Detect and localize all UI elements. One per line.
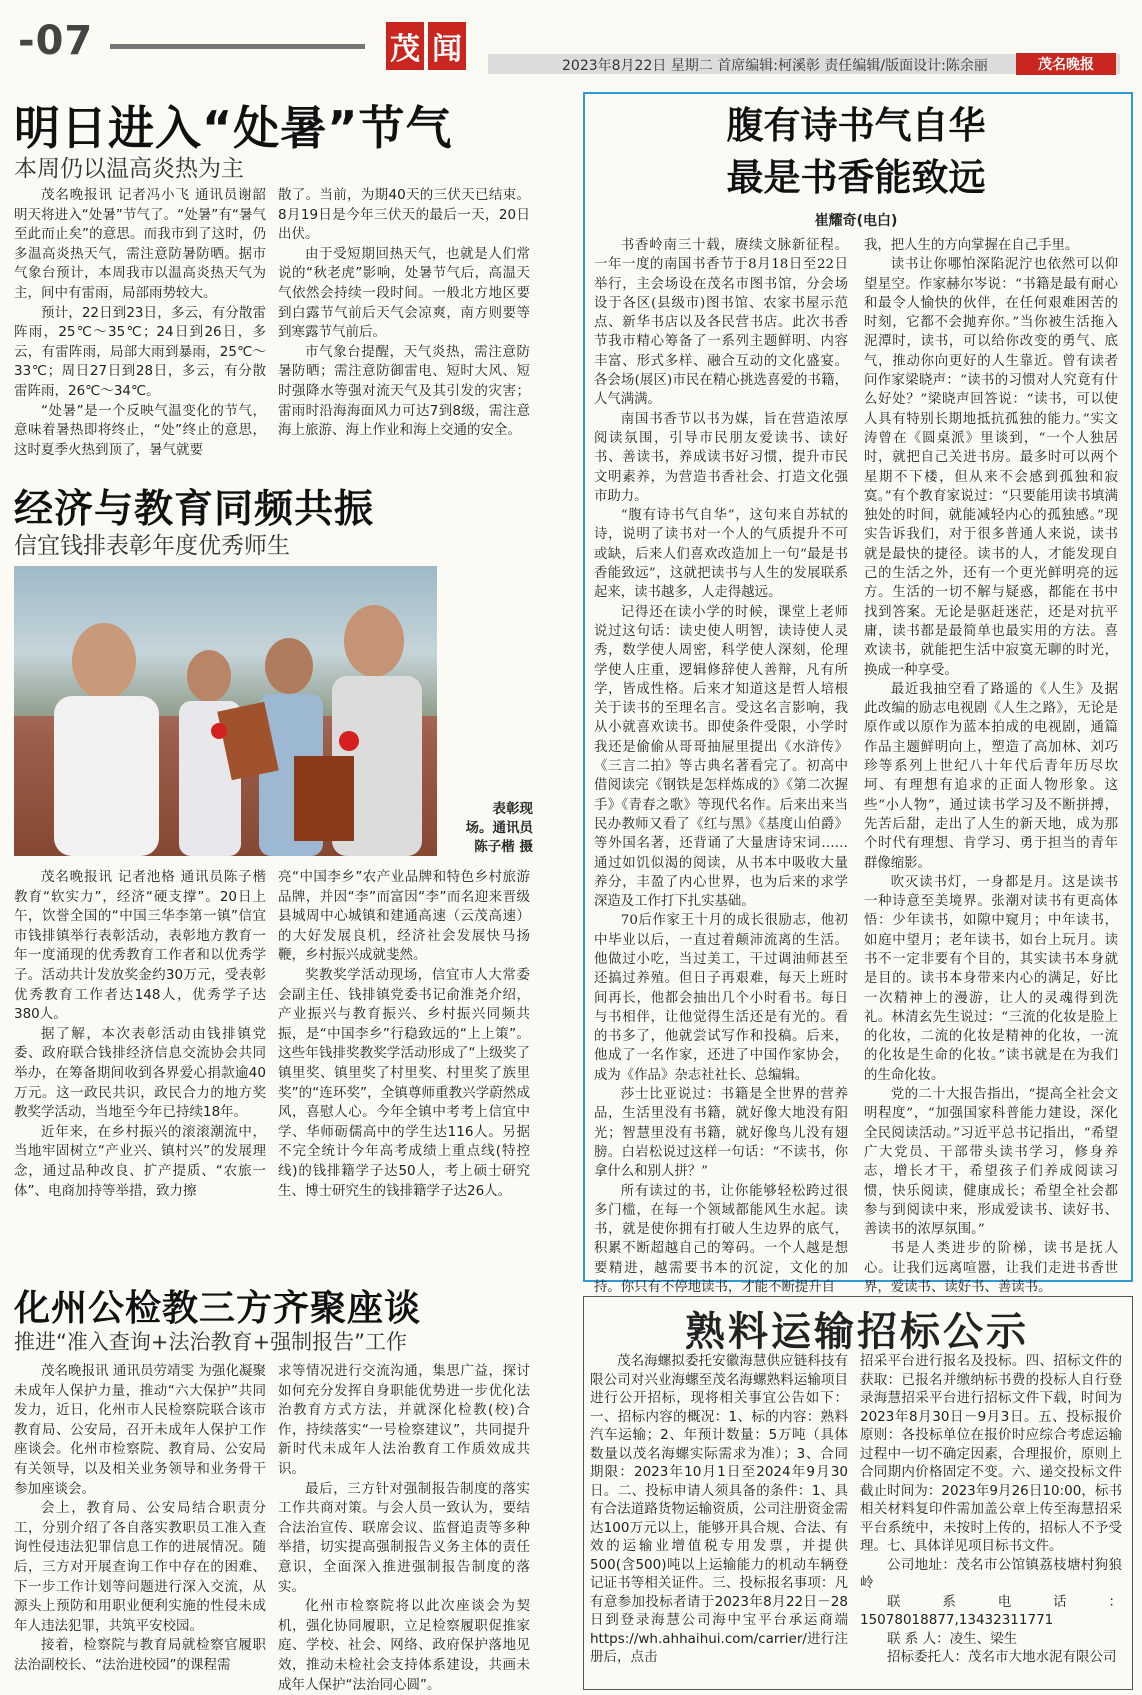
article3-col1 xyxy=(14,1362,266,1676)
article1-para: 茂名晚报讯 记者冯小飞 通讯员谢韶 明天将进入“处暑”节气了。“处暑”有“暑气至此而止矣”的意思。而我市到了这时，仍多温高炎热天气，需注意防暑防晒。据市气象台预计，本周我市以温高炎热天气为主，间中有雷雨，局部雨势较大。 xyxy=(14,187,266,301)
essay-para: 党的二十大报告指出，“提高全社会文明程度”，“加强国家科普能力建设，深化全民阅读活动。”习近平总书记指出，“希望广大党员、干部带头读书学习，修身养志，增长才干，希望孩子们养成阅读习惯，快乐阅读，健康成长；希望全社会都参与到阅读中来，形成爱读书、读好书、善读书的浓厚氛围。” xyxy=(864,1087,1118,1238)
article2-para: 奖教奖学活动现场，信宜市人大常委会副主任、钱排镇党委书记俞淮尧介绍，产业振兴与教育振兴、乡村振兴同频共振，是“中国李乡”行稳致远的“上上策”。这些年钱排奖教奖学活动形成了“上级奖了镇里奖、镇里奖了村里奖、村里奖了族里奖”的“连环奖”，全镇尊师重教兴学蔚然成风，喜慰人心。今年全镇中考考上信宜中学、华师砺儒高中的学生达116人。另据不完全统计今年高考成绩上重点线(特控线)的钱排籍学子达50人，考上硕士研究生、博士研究生的钱排籍学子达26人。 xyxy=(278,966,530,1199)
article1-para: 散了。当前，为期40天的三伏天已结束。8月19日是今年三伏天的最后一天，20日出伏。 xyxy=(278,187,530,243)
essay-para: 书香岭南三十载，赓续文脉新征程。一年一度的南国书香节于8月18日至22日举行，主会场设在茂名市图书馆，分会场设于各区(县级市)图书馆、农家书屋示范点、新华书店以及各民营书店。此次书香节我市精心筹备了一系列主题鲜明、内容丰富、形式多样、融合互动的文化盛宴。各会场(展区)市民在精心挑选喜爱的书籍，人气满满。 xyxy=(594,238,848,408)
article2-col2 xyxy=(278,868,530,1201)
article1-col1 xyxy=(14,186,266,460)
essay-para: 南国书香节以书为媒，旨在营造浓厚阅读氛围，引导市民朋友爱读书、读好书、善读书，养成读书好习惯，提升市民文明素养，为营造书香社会、打造文化强市助力。 xyxy=(594,411,848,504)
essay-para: 读书让你哪怕深陷泥泞也依然可以仰望星空。作家赫尔岑说：“书籍是最有耐心和最令人愉快的伙伴，在任何艰难困苦的时刻，它都不会抛弃你。”当你被生活拖入泥潭时，读书，可以给你改变的勇气、底气，推动你向更好的人生靠近。曾有读者问作家梁晓声：“读书的习惯对人究竟有什么好处？”梁晓声回答说：“读书，可以使人具有特别长期地抵抗孤独的能力。”实文涛曾在《圆桌派》里谈到，“一个人独居时，就把自己关进书房。最多时可以两个星期不下楼，但从来不会感到孤独和寂寞。”有个教育家说过：“只要能用读书填满独处的时间，就能减轻内心的孤独感。”现实告诉我们，对于很多普通人来说，读书就是最快的捷径。读书的人，才能发现自己的生活之外，还有一个更光鲜明亮的远方。生活的一切不解与疑惑，都能在书中找到答案。无论是驱赶迷茫，还是对抗平庸，读书都是最简单也最实用的方法。喜欢读书，就能把生活中寂寞无聊的时光，换成一种享受。 xyxy=(864,257,1118,678)
newspaper-logo: 茂名晚报 xyxy=(1016,53,1116,75)
notice-address: 公司地址：茂名市公馆镇荔枝塘村狗狼岭 xyxy=(860,1556,1122,1591)
article3-para: 茂名晚报讯 通讯员劳靖雯 为强化凝聚未成年人保护力量，推动“六大保护”共同发力，近日，化州市人民检察院联合该市教育局、公安局，召开未成年人保护工作座谈会。化州市检察院、教育局、公安局有关领导，以及相关业务领导和业务骨干参加座谈会。 xyxy=(14,1363,266,1497)
notice-para: 茂名海螺拟委托安徽海慧供应链科技有限公司对兴业海螺至茂名海螺熟料运输项目进行公开招标，现将相关事宜公告如下：一、招标内容的概况：1、标的内容：熟料汽车运输；2、年预计数量：5万吨（具体数量以茂名海螺实际需求为准）；3、合同期限：2023年10月1日至2024年9月30日。二、投标申请人须具备的条件：1、具有合法道路货物运输资质，公司注册资金需达100万元以上，能够开具合规、合法、有效的运输业增值税专用发票，并提供500(含500)吨以上运输能力的机动车辆登记证书等相关证件。三、投标报名事项：凡有意参加投标者请于2023年8月22日－28日到登录海慧公司海中宝平台承运商端https://wh.ahhaihui.com/carrier/进行注册后，点击 xyxy=(590,1353,848,1665)
essay-para: “腹有诗书气自华”，这句来自苏轼的诗，说明了读书对一个人的气质提升不可或缺，后来人们喜欢改造加上一句“最是书香能致远”，这就把读书与人生的发展联系起来，读书越多，人走得越远。 xyxy=(594,508,848,601)
essay-para: 最近我抽空看了路遥的《人生》及据此改编的励志电视剧《人生之路》，无论是原作或以原作为蓝本拍成的电视剧，通篇作品主题鲜明向上，塑造了高加林、刘巧珍等系列上世纪八十年代后青年历尽坎坷、有理想有追求的正面人物形象。这些“小人物”，通过读书学习及不断拼搏，先苦后甜，走出了人生的新天地，成为那个时代有理想、肯学习、勇于担当的青年群像缩影。 xyxy=(864,681,1118,871)
article2-col1 xyxy=(14,868,266,1201)
page-number: -07 xyxy=(18,18,94,64)
article3-subtitle: 推进“准入查询+法治教育+强制报告”工作 xyxy=(14,1330,407,1354)
notice-contact: 联 系 人：凌生、梁生 xyxy=(887,1630,1018,1647)
article3-para: 最后，三方针对强制报告制度的落实工作共商对策。与会人员一致认为，要结合法治宣传、联席会议、监督追责等多种举措，切实提高强制报告义务主体的责任意识，全面深入推进强制报告制度的落实。 xyxy=(278,1480,530,1595)
award-ceremony-photo xyxy=(14,566,437,856)
essay-para: 我，把人生的方向掌握在自己手里。 xyxy=(864,238,1079,253)
article3-para: 接着，检察院与教育局就检察官履职法治副校长、“法治进校园”的课程需 xyxy=(14,1637,266,1673)
article1-para: 市气象台提醒，天气炎热，需注意防暑防晒；需注意防御雷电、短时大风、短时强降水等强对流天气及其引发的灾害；雷雨时沿海海面风力可达7到8级，需注意海上旅游、海上作业和海上交通的安全。 xyxy=(278,343,530,439)
photo-caption-line: 场。通讯员 xyxy=(465,820,533,836)
essay-para: 书是人类进步的阶梯，读书是抚人心。让我们远离喧嚣，让我们走进书香世界，爱读书、读好书、善读书。 xyxy=(864,1241,1118,1296)
article2-para: 据了解，本次表彰活动由钱排镇党委、政府联合钱排经济信息交流协会共同举办，在筹备期间收到各界爱心捐款逾40万元。这一政民共识，政民合力的地方奖教奖学活动，当地至今年已持续18年。 xyxy=(14,1025,266,1121)
article2-para: 茂名晚报讯 记者池格 通讯员陈子楷 教育“软实力”，经济“硬支撑”。20日上午，饮誉全国的“中国三华李第一镇”信宜市钱排镇举行表彰活动，表彰地方教育一年一度涌现的优秀教育工作者和以优秀学子。活动共计发放奖金约30万元，受表彰优秀教育工作者达148人，优秀学子达380人。 xyxy=(14,869,266,1023)
essay-para: 70后作家王十月的成长很励志，他初中毕业以后，一直过着颠沛流离的生活。他做过小吃，当过美工，干过调油师甚至还搞过养殖。但日子再艰难，每天上班时间再长，他都会抽出几个小时看书。每日与书相伴，让他觉得生活还是有光的。看的书多了，他就尝试写作和投稿。后来，他成了一名作家，还进了中国作家协会，成为《作品》杂志社社长、总编辑。 xyxy=(594,913,848,1083)
notice-phone: 联系电话：15078018877,13432311771 xyxy=(860,1593,1122,1628)
award-ceremony-illustration xyxy=(14,566,437,856)
photo-caption-line: 陈子楷 摄 xyxy=(474,839,533,855)
article3-para: 化州市检察院将以此次座谈会为契机，强化协同履职，立足检察履职促推家庭、学校、社会、网络、政府保护落地见效，推动未检社会支持体系建设，共画未成年人保护“法治同心圆”。 xyxy=(278,1598,530,1693)
section-badge-mao: 茂 xyxy=(386,22,424,70)
article1-para: 预计，22日到23日，多云，有分散雷阵雨，25℃～35℃；24日到26日，多云，有雷阵雨，局部大雨到暴雨，25℃～33℃；周日27日到28日，多云，有分散雷阵雨，26℃～34℃。 xyxy=(14,304,266,399)
photo-caption xyxy=(445,800,533,857)
notice-title: 熟料运输招标公示 xyxy=(685,1308,1029,1355)
article1-title: 明日进入“处暑”节气 xyxy=(14,101,453,155)
article2-title: 经济与教育同频共振 xyxy=(14,487,375,532)
article2-para: 近年来，在乡村振兴的滚滚潮流中，当地牢固树立“产业兴、镇村兴”的发展理念，通过品种改良、扩产提质、“农旅一体”、电商加持等举措，致力擦 xyxy=(14,1123,266,1199)
essay-col1 xyxy=(594,236,848,1297)
notice-col2 xyxy=(860,1352,1122,1667)
essay-title-line1: 腹有诗书气自华 xyxy=(726,103,986,147)
article3-para: 求等情况进行交流沟通，集思广益，探讨如何充分发挥自身职能优势进一步优化法治教育方式方法，并就深化检教(校)合作，持续落实“一号检察建议”，共同提升新时代未成年人法治教育工作质效成共识。 xyxy=(278,1363,530,1477)
essay-para: 吹灭读书灯，一身都是月。这是读书一种诗意至美境界。张潮对读书有更高体悟：少年读书，如隙中窥月；中年读书，如庭中望月；老年读书，如台上玩月。读书不一定非要有个目的，其实读书本身就是目的。读书本身带来内心的满足，好比一次精神上的漫游，让人的灵魂得到洗礼。林清玄先生说过：“三流的化妆是脸上的化妆，二流的化妆是精神的化妆，一流的化妆是生命的化妆。”读书就是在为我们的生命化妆。 xyxy=(864,874,1118,1083)
notice-col1 xyxy=(590,1352,848,1667)
article3-para: 会上，教育局、公安局结合职责分工，分别介绍了各自落实教职员工准入查询性侵违法犯罪信息工作的进展情况。随后，三方对开展查询工作中存在的困难、下一步工作计划等问题进行深入交流，从源头上预防和用职业便利实施的性侵未成年人违法犯罪，共筑平安校园。 xyxy=(14,1500,266,1634)
article1-para: “处暑”是一个反映气温变化的节气，意味着暑热即将终止，“处”终止的意思，这时夏季火热到顶了，暑气就要 xyxy=(14,402,266,458)
article1-subtitle: 本周仍以温高炎热为主 xyxy=(14,156,244,182)
essay-author: 崔耀奇(电白) xyxy=(814,213,898,229)
section-badge-wen: 闻 xyxy=(428,22,466,70)
header-rule xyxy=(110,44,365,49)
essay-para: 记得还在读小学的时候，课堂上老师说过这句话：读史使人明智，读诗使人灵秀，数学使人周密，科学使人深刻，伦理学使人庄重，逻辑修辞使人善辩，凡有所学，皆成性格。后来才知道这是哲人培根关于读书的至理名言。受这名言影响，我从小就喜欢读书。即使条件受限，小学时我还是偷偷从哥哥抽屉里提出《水浒传》《三言二拍》等古典名著看完了。初高中借阅读完《钢铁是怎样炼成的》《第二次握手》《青春之歌》等现代名作。后来出来当民办教师又看了《红与黑》《基度山伯爵》等外国名著，还背诵了大量唐诗宋词……通过如饥似渴的阅读，从书本中吸收大量养分，丰盈了内心世界，也为后来的求学深造及工作打下扎实基础。 xyxy=(594,604,848,910)
article3-title: 化州公检教三方齐聚座谈 xyxy=(14,1288,422,1329)
photo-caption-line: 表彰现 xyxy=(492,801,533,817)
article2-para: 亮“中国李乡”农产业品牌和特色乡村旅游品牌，并因“李”而富因“李”而名迎来晋级县城周中心城镇和建通高速（云茂高速）的大好发展良机，经济社会发展快马扬鞭，乡村振兴成就斐然。 xyxy=(278,869,530,964)
article2-subtitle: 信宜钱排表彰年度优秀师生 xyxy=(14,533,290,559)
essay-para: 莎士比亚说过：书籍是全世界的营养品，生活里没有书籍，就好像大地没有阳光；智慧里没有书籍，就好像鸟儿没有翅膀。白岩松说过这样一句话：“不读书，你拿什么和别人拼？” xyxy=(594,1087,848,1180)
article1-col2 xyxy=(278,186,530,441)
essay-title-line2: 最是书香能致远 xyxy=(726,155,986,199)
notice-para: 招采平台进行报名及投标。四、招标文件的获取：已报名并缴纳标书费的投标人自行登录海慧招采平台进行招标文件下载，时间为2023年8月30日－9月3日。五、投标报价原则：各投标单位在报价时应综合考虑运输过程中一切不确定因素，合理报价，原则上合同期内价格固定不变。六、递交投标文件截止时间为：2023年9月26日10:00，标书相关材料复印件需加盖公章上传至海慧招采平台系统中，未按时上传的，招标人不予受理。七、具体详见项目标书文件。 xyxy=(860,1353,1122,1554)
essay-para: 所有读过的书，让你能够轻松跨过很多门槛，在每一个领域都能风生水起。读书，就是使你拥有打破人生边界的底气，积累不断超越自己的筹码。一个人越是想要精进，越需要书本的沉淀，文化的加持。你只有不停地读书，才能不断提升自 xyxy=(594,1183,848,1296)
article1-para: 由于受短期回热天气，也就是人们常说的“秋老虎”影响，处暑节气后，高温天气依然会持续一段时间。一般北方地区要到白露节气前后天气会凉爽，南方则要等到寒露节气前后。 xyxy=(278,245,530,341)
article3-col2 xyxy=(278,1362,530,1695)
header-info: 2023年8月22日 星期二 首席编辑:柯溪彰 责任编辑/版面设计:陈余丽 xyxy=(562,58,988,74)
essay-col2 xyxy=(864,236,1118,1297)
notice-principal: 招标委托人：茂名市大地水泥有限公司 xyxy=(887,1649,1117,1665)
